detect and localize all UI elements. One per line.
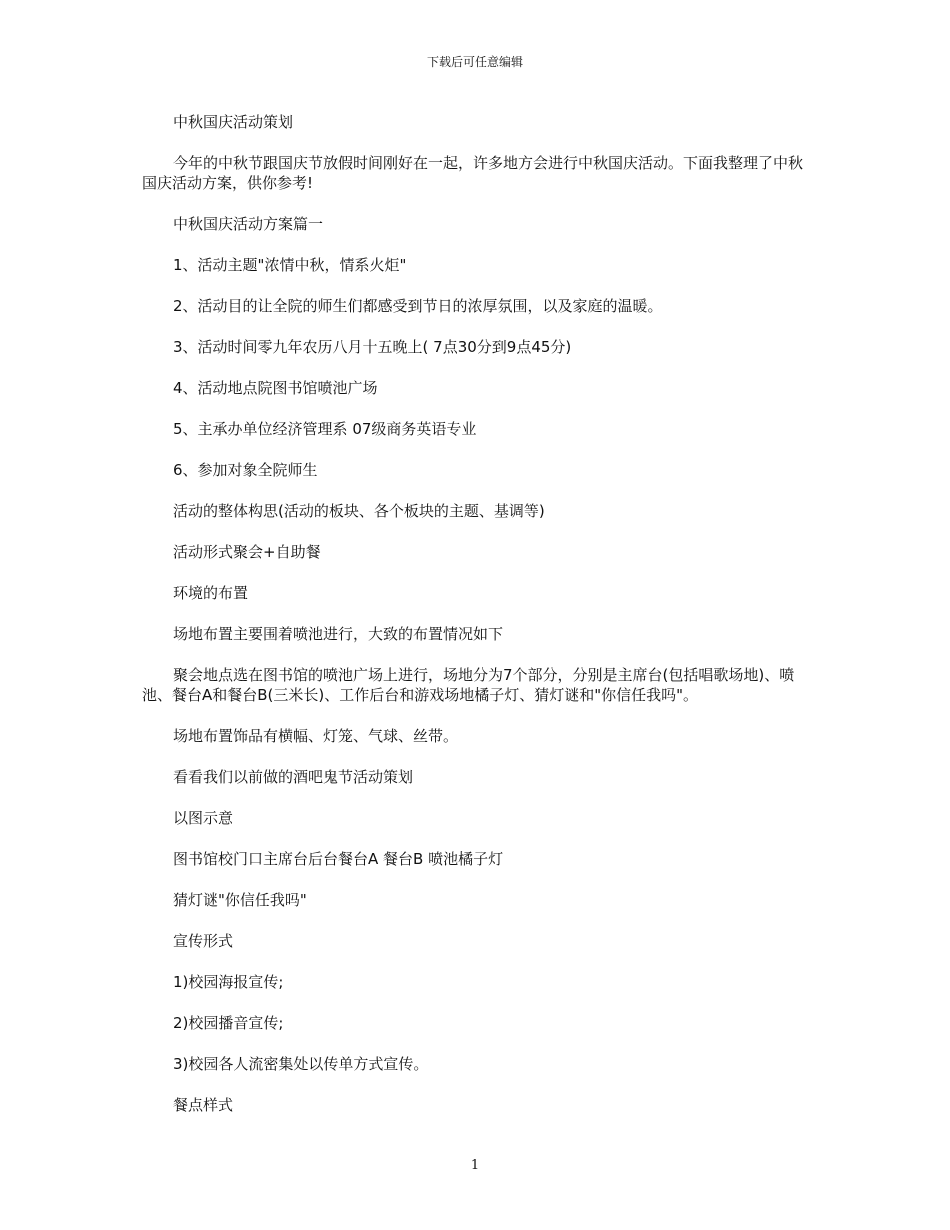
paragraph: 活动形式聚会+自助餐: [173, 543, 321, 561]
paragraph: 5、主承办单位经济管理系 07级商务英语专业: [173, 420, 477, 438]
paragraph: 2、活动目的让全院的师生们都感受到节日的浓厚氛围，以及家庭的温暖。: [173, 297, 663, 315]
paragraph: 宣传形式: [173, 932, 234, 950]
paragraph: 活动的整体构思(活动的板块、各个板块的主题、基调等): [173, 502, 545, 520]
paragraph: 看看我们以前做的酒吧鬼节活动策划: [173, 768, 414, 786]
document-title: 中秋国庆活动策划: [173, 113, 294, 131]
paragraph: 2)校园播音宣传;: [173, 1014, 284, 1032]
paragraph: 场地布置主要围着喷池进行，大致的布置情况如下: [173, 625, 504, 643]
paragraph: 3)校园各人流密集处以传单方式宣传。: [173, 1055, 429, 1073]
paragraph: 猜灯谜"你信任我吗": [173, 891, 307, 909]
intro-paragraph: 今年的中秋节跟国庆节放假时间刚好在一起，许多地方会进行中秋国庆活动。下面我整理了中秋国庆活动方案，供你参考!: [142, 154, 804, 192]
paragraph: 聚会地点选在图书馆的喷池广场上进行，场地分为7个部分，分别是主席台(包括唱歌场地)、喷池、餐台A和餐台B(三米长)、工作后台和游戏场地橘子灯、猜灯谜和"你信任我吗"。: [142, 666, 795, 704]
paragraph: 餐点样式: [173, 1096, 234, 1114]
paragraph: 以图示意: [173, 809, 234, 827]
paragraph: 6、参加对象全院师生: [173, 461, 318, 479]
paragraph: 1、活动主题"浓情中秋，情系火炬": [173, 256, 407, 274]
paragraph: 4、活动地点院图书馆喷池广场: [173, 379, 378, 397]
paragraph: 1)校园海报宣传;: [173, 973, 284, 991]
paragraph: 图书馆校门口主席台后台餐台A 餐台B 喷池橘子灯: [173, 850, 504, 868]
document-body: [142, 112, 810, 1136]
paragraph: 场地布置饰品有横幅、灯笼、气球、丝带。: [173, 727, 459, 745]
page-number: 1: [470, 1158, 480, 1173]
paragraph: 环境的布置: [173, 584, 249, 602]
paragraph: 3、活动时间零九年农历八月十五晚上( 7点30分到9点45分): [173, 338, 572, 356]
page-header: 下载后可任意编辑: [426, 55, 523, 69]
section-heading: 中秋国庆活动方案篇一: [173, 215, 324, 233]
